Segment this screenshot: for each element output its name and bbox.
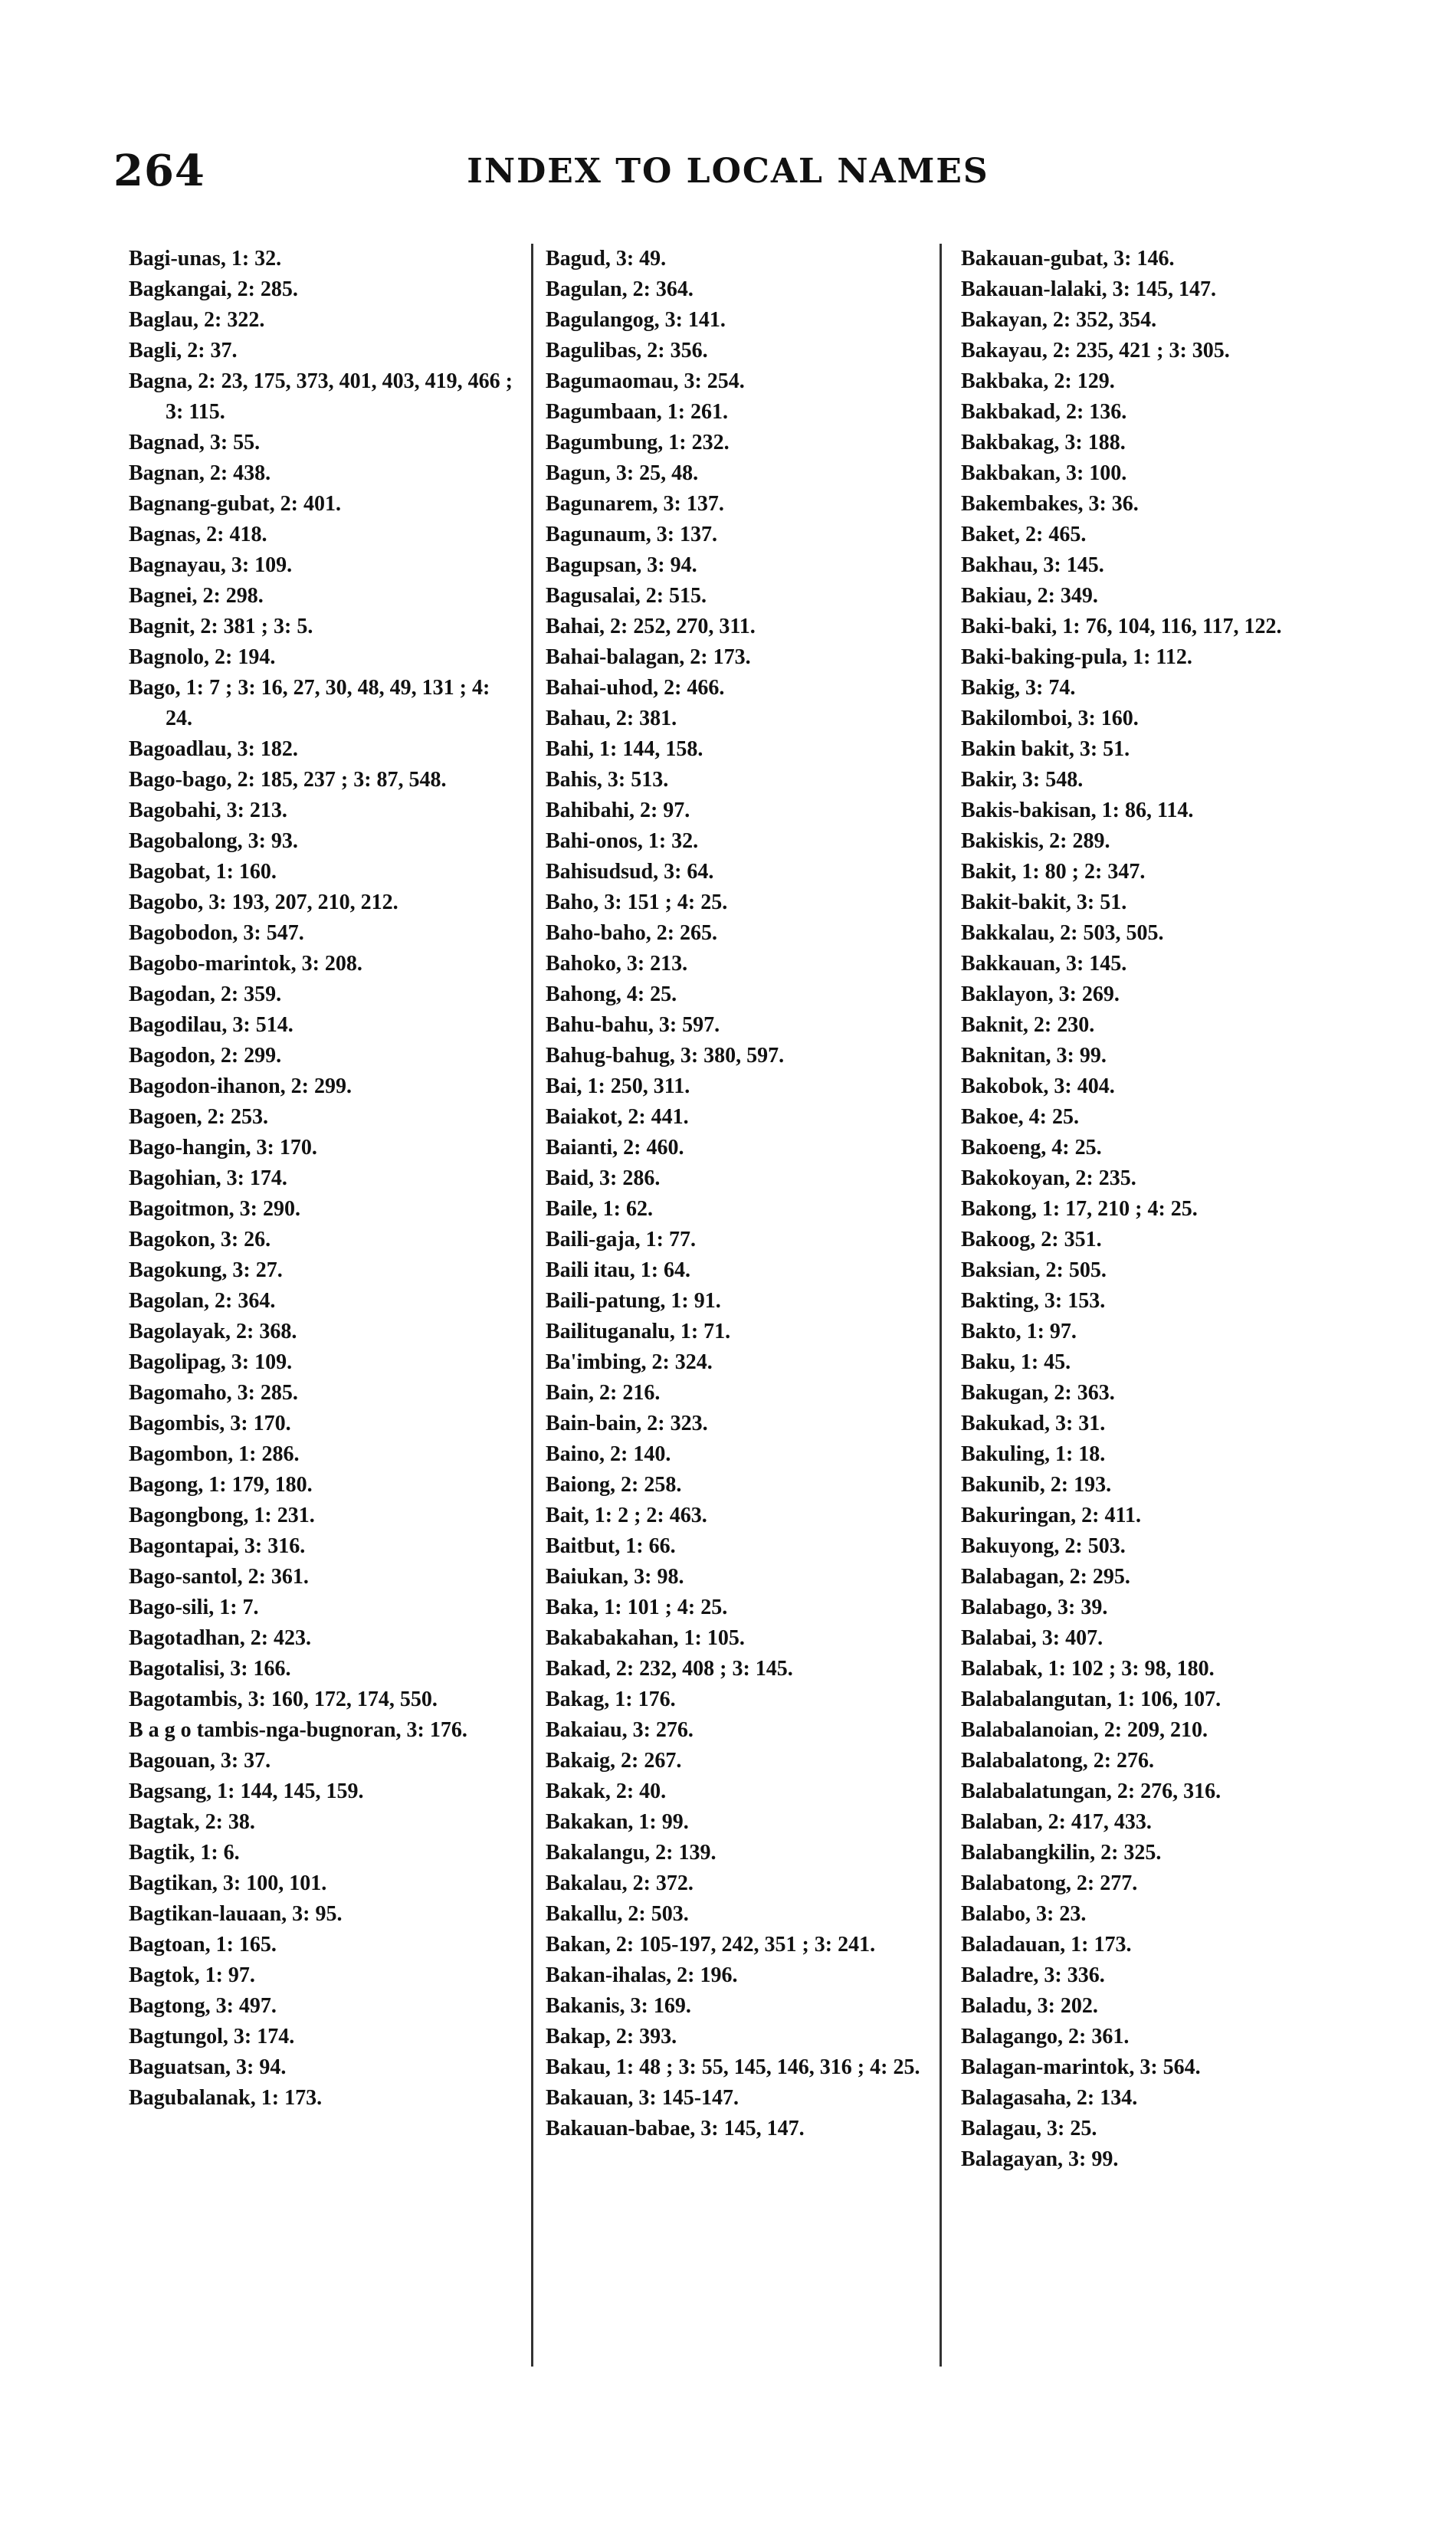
index-entry: Bakkalau, 2: 503, 505. [961,921,1164,945]
index-entry: Bagolayak, 2: 368. [129,1320,297,1343]
index-entry: Bakuling, 1: 18. [961,1442,1106,1466]
index-entry: Bagtikan, 3: 100, 101. [129,1871,327,1895]
index-entry: Bakuyong, 2: 503. [961,1534,1126,1558]
index-entry: Baiakot, 2: 441. [546,1105,689,1129]
index-entry: Balabalanoian, 2: 209, 210. [961,1718,1208,1742]
index-entry: Bakbaka, 2: 129. [961,369,1115,393]
index-entry: Bakakan, 1: 99. [546,1810,689,1834]
index-entry: Bakalangu, 2: 139. [546,1841,717,1865]
index-entry: Bagoen, 2: 253. [129,1105,268,1129]
index-entry: Bagubalanak, 1: 173. [129,2086,323,2110]
index-entry: Bagun, 3: 25, 48. [546,461,699,485]
index-entry: Bagodon-ihanon, 2: 299. [129,1074,352,1098]
index-entry: Bakir, 3: 548. [961,768,1084,792]
index-entry: Bagokon, 3: 26. [129,1228,271,1251]
index-entry: Bagongbong, 1: 231. [129,1504,315,1527]
column-divider [940,244,942,2367]
index-entry: Bakbakag, 3: 188. [961,431,1126,454]
index-entry: Bagtik, 1: 6. [129,1841,240,1865]
index-entry: Bagumaomau, 3: 254. [546,369,745,393]
index-entry: Bakak, 2: 40. [546,1779,667,1803]
index-entry: Bakilomboi, 3: 160. [961,707,1139,730]
index-entry: Balabai, 3: 407. [961,1626,1103,1650]
index-column-2 [546,244,944,2144]
index-entry: B a g o tambis-nga-bugnoran, 3: 176. [129,1718,467,1742]
index-entry: Bagomaho, 3: 285. [129,1381,298,1405]
page-header [0,146,1456,207]
index-entry: Bagusalai, 2: 515. [546,584,707,608]
index-entry: Balagayan, 3: 99. [961,2147,1119,2171]
index-entry: Bagohian, 3: 174. [129,1166,287,1190]
index-entry: Bagodan, 2: 359. [129,982,282,1006]
index-entry: Bahong, 4: 25. [546,982,677,1006]
index-entry: Baho-baho, 2: 265. [546,921,718,945]
index-entry: Baladre, 3: 336. [961,1963,1105,1987]
index-entry: Bagna, 2: 23, 175, 373, 401, 403, 419, 466 ; 3: 115. [129,369,513,424]
index-entry: Bakau, 1: 48 ; 3: 55, 145, 146, 316 ; 4: 25. [546,2055,920,2079]
index-entry: Bakaig, 2: 267. [546,1749,682,1773]
index-entry: Balabalangutan, 1: 106, 107. [961,1688,1222,1711]
index-entry: Bagtong, 3: 497. [129,1994,277,2018]
index-entry: Bakbakad, 2: 136. [961,400,1127,424]
index-entry: Balabagan, 2: 295. [961,1565,1130,1589]
index-entry: Bakayan, 2: 352, 354. [961,308,1157,332]
index-entry: Bagnayau, 3: 109. [129,553,293,577]
index-entry: Bakap, 2: 393. [546,2025,677,2048]
index-entry: Bagobodon, 3: 547. [129,921,304,945]
index-entry: Baid, 3: 286. [546,1166,661,1190]
index-entry: Bagobo-marintok, 3: 208. [129,952,362,976]
index-entry: Bagnas, 2: 418. [129,523,267,546]
index-entry: Balagau, 3: 25. [961,2117,1097,2140]
index-entry: Bagolan, 2: 364. [129,1289,276,1313]
index-entry: Bagodilau, 3: 514. [129,1013,293,1037]
index-entry: Bahai-balagan, 2: 173. [546,645,751,669]
index-column-3 [961,244,1390,2175]
index-entry: Bakalau, 2: 372. [546,1871,694,1895]
index-entry: Bago-sili, 1: 7. [129,1596,259,1619]
index-entry: Balagasaha, 2: 134. [961,2086,1138,2110]
index-entry: Baho, 3: 151 ; 4: 25. [546,891,728,914]
index-entry: Bahau, 2: 381. [546,707,677,730]
index-entry: Bagong, 1: 179, 180. [129,1473,313,1497]
index-entry: Bagunaum, 3: 137. [546,523,718,546]
index-entry: Bagobat, 1: 160. [129,860,277,884]
index-entry: Bagulibas, 2: 356. [546,339,708,362]
index-entry: Bakukad, 3: 31. [961,1412,1106,1435]
index-entry: Bakit-bakit, 3: 51. [961,891,1127,914]
index-entry: Bago-santol, 2: 361. [129,1565,309,1589]
index-entry: Bagnang-gubat, 2: 401. [129,492,341,516]
index-entry: Balabatong, 2: 277. [961,1871,1138,1895]
index-entry: Ba'imbing, 2: 324. [546,1350,713,1374]
index-entry: Bagolipag, 3: 109. [129,1350,293,1374]
page-number: 264 [113,146,205,196]
index-entry: Bagouan, 3: 37. [129,1749,271,1773]
index-entry: Bagontapai, 3: 316. [129,1534,306,1558]
index-entry: Baianti, 2: 460. [546,1136,684,1160]
index-entry: Baladu, 3: 202. [961,1994,1098,2018]
index-entry: Balagan-marintok, 3: 564. [961,2055,1201,2079]
index-entry: Bahai-uhod, 2: 466. [546,676,725,700]
index-entry: Bain-bain, 2: 323. [546,1412,708,1435]
index-entry: Bakad, 2: 232, 408 ; 3: 145. [546,1657,793,1681]
index-entry: Balabalatungan, 2: 276, 316. [961,1779,1222,1803]
index-entry: Bakiau, 2: 349. [961,584,1098,608]
index-entry: Bagtok, 1: 97. [129,1963,255,1987]
index-entry: Bagtungol, 3: 174. [129,2025,295,2048]
index-entry: Baknitan, 3: 99. [961,1044,1107,1068]
index-column-1 [129,244,520,2114]
index-entry: Bakembakes, 3: 36. [961,492,1139,516]
index-entry: Balabak, 1: 102 ; 3: 98, 180. [961,1657,1215,1681]
index-entry: Bagobalong, 3: 93. [129,829,298,853]
index-entry: Bagotalisi, 3: 166. [129,1657,291,1681]
index-entry: Bago-bago, 2: 185, 237 ; 3: 87, 548. [129,768,447,792]
index-entry: Baile, 1: 62. [546,1197,653,1221]
index-entry: Baili itau, 1: 64. [546,1258,691,1282]
index-entry: Bagnei, 2: 298. [129,584,264,608]
index-entry: Baki-baking-pula, 1: 112. [961,645,1192,669]
index-entry: Bago-hangin, 3: 170. [129,1136,317,1160]
index-entry: Bahai, 2: 252, 270, 311. [546,615,756,638]
index-entry: Baguatsan, 3: 94. [129,2055,287,2079]
index-entry: Bakauan-gubat, 3: 146. [961,247,1175,271]
index-entry: Balabangkilin, 2: 325. [961,1841,1162,1865]
index-entry: Bahis, 3: 513. [546,768,669,792]
index-entry: Bakokoyan, 2: 235. [961,1166,1136,1190]
index-entry: Bagoitmon, 3: 290. [129,1197,300,1221]
index-entry: Bagotambis, 3: 160, 172, 174, 550. [129,1688,438,1711]
index-entry: Bakoog, 2: 351. [961,1228,1102,1251]
index-entry: Bagulangog, 3: 141. [546,308,726,332]
index-entry: Bagsang, 1: 144, 145, 159. [129,1779,364,1803]
index-entry: Bakauan, 3: 145-147. [546,2086,739,2110]
index-entry: Bakiskis, 2: 289. [961,829,1110,853]
index-entry: Baglau, 2: 322. [129,308,265,332]
index-entry: Bahi, 1: 144, 158. [546,737,703,761]
index-entry: Bagtak, 2: 38. [129,1810,255,1834]
index-entry: Baitbut, 1: 66. [546,1534,676,1558]
index-entry: Baksian, 2: 505. [961,1258,1107,1282]
index-entry: Baili-patung, 1: 91. [546,1289,721,1313]
index-entry: Bagnan, 2: 438. [129,461,271,485]
index-entry: Bakauan-babae, 3: 145, 147. [546,2117,805,2140]
index-entry: Bagnad, 3: 55. [129,431,261,454]
index-entry: Bagunarem, 3: 137. [546,492,724,516]
index-entry: Bagumbung, 1: 232. [546,431,730,454]
index-entry: Bagkangai, 2: 285. [129,277,298,301]
index-entry: Balaban, 2: 417, 433. [961,1810,1152,1834]
index-entry: Bahi-onos, 1: 32. [546,829,699,853]
index-entry: Bakag, 1: 176. [546,1688,676,1711]
index-entry: Bakuringan, 2: 411. [961,1504,1141,1527]
index-entry: Bagokung, 3: 27. [129,1258,283,1282]
index-entry: Bago, 1: 7 ; 3: 16, 27, 30, 48, 49, 131 ; 4: 24. [129,676,490,730]
index-entry: Baknit, 2: 230. [961,1013,1095,1037]
index-entry: Bakugan, 2: 363. [961,1381,1115,1405]
index-entry: Bagnolo, 2: 194. [129,645,276,669]
index-entry: Bakallu, 2: 503. [546,1902,689,1926]
index-entry: Balabo, 3: 23. [961,1902,1087,1926]
index-entry: Bahu-bahu, 3: 597. [546,1013,720,1037]
index-entry: Bakan-ihalas, 2: 196. [546,1963,738,1987]
index-entry: Bagli, 2: 37. [129,339,238,362]
index-entry: Bailituganalu, 1: 71. [546,1320,731,1343]
index-entry: Baklayon, 3: 269. [961,982,1120,1006]
index-entry: Bagud, 3: 49. [546,247,667,271]
index-entry: Bakbakan, 3: 100. [961,461,1127,485]
index-entry: Bai, 1: 250, 311. [546,1074,690,1098]
index-entry: Bahoko, 3: 213. [546,952,688,976]
index-entry: Bakabakahan, 1: 105. [546,1626,745,1650]
index-entry: Bagombis, 3: 170. [129,1412,291,1435]
index-entry: Baino, 2: 140. [546,1442,671,1466]
index-entry: Bakin bakit, 3: 51. [961,737,1130,761]
index-entry: Bagtikan-lauaan, 3: 95. [129,1902,343,1926]
index-entry: Baku, 1: 45. [961,1350,1071,1374]
index-entry: Bakan, 2: 105-197, 242, 351 ; 3: 241. [546,1933,876,1957]
index-entry: Bakig, 3: 74. [961,676,1076,700]
index-entry: Bahibahi, 2: 97. [546,799,690,822]
index-entry: Bait, 1: 2 ; 2: 463. [546,1504,707,1527]
index-entry: Bakto, 1: 97. [961,1320,1077,1343]
index-entry: Bagobahi, 3: 213. [129,799,287,822]
index-entry: Bagupsan, 3: 94. [546,553,697,577]
index-entry: Bagtoan, 1: 165. [129,1933,277,1957]
index-entry: Baket, 2: 465. [961,523,1087,546]
index-entry: Bakobok, 3: 404. [961,1074,1115,1098]
index-entry: Bagoadlau, 3: 182. [129,737,298,761]
index-entry: Bakhau, 3: 145. [961,553,1104,577]
index-entry: Baladauan, 1: 173. [961,1933,1132,1957]
index-entry: Balagango, 2: 361. [961,2025,1130,2048]
column-divider [531,244,533,2367]
index-entry: Balabalatong, 2: 276. [961,1749,1155,1773]
index-entry: Bakit, 1: 80 ; 2: 347. [961,860,1146,884]
index-entry: Baiong, 2: 258. [546,1473,682,1497]
index-entry: Bagi-unas, 1: 32. [129,247,282,271]
index-entry: Bagumbaan, 1: 261. [546,400,729,424]
index-entry: Bakis-bakisan, 1: 86, 114. [961,799,1194,822]
index-entry: Bakoeng, 4: 25. [961,1136,1102,1160]
index-entry: Bakauan-lalaki, 3: 145, 147. [961,277,1216,301]
index-entry: Bahug-bahug, 3: 380, 597. [546,1044,785,1068]
index-entry: Bakunib, 2: 193. [961,1473,1112,1497]
index-entry: Bagnit, 2: 381 ; 3: 5. [129,615,313,638]
index-entry: Bagombon, 1: 286. [129,1442,300,1466]
index-entry: Bahisudsud, 3: 64. [546,860,714,884]
index-entry: Bagobo, 3: 193, 207, 210, 212. [129,891,398,914]
index-entry: Baili-gaja, 1: 77. [546,1228,696,1251]
index-entry: Bagotadhan, 2: 423. [129,1626,312,1650]
index-entry: Bakayau, 2: 235, 421 ; 3: 305. [961,339,1230,362]
index-entry: Bakting, 3: 153. [961,1289,1106,1313]
index-entry: Bagodon, 2: 299. [129,1044,282,1068]
index-entry: Baki-baki, 1: 76, 104, 116, 117, 122. [961,615,1282,638]
index-entry: Bakanis, 3: 169. [546,1994,691,2018]
index-entry: Bagulan, 2: 364. [546,277,694,301]
index-entry: Bain, 2: 216. [546,1381,661,1405]
index-entry: Bakoe, 4: 25. [961,1105,1079,1129]
index-entry: Bakaiau, 3: 276. [546,1718,694,1742]
index-entry: Bakkauan, 3: 145. [961,952,1127,976]
index-entry: Bakong, 1: 17, 210 ; 4: 25. [961,1197,1198,1221]
index-entry: Balabago, 3: 39. [961,1596,1108,1619]
index-entry: Baka, 1: 101 ; 4: 25. [546,1596,728,1619]
index-entry: Baiukan, 3: 98. [546,1565,684,1589]
running-title: INDEX TO LOCAL NAMES [467,152,989,191]
